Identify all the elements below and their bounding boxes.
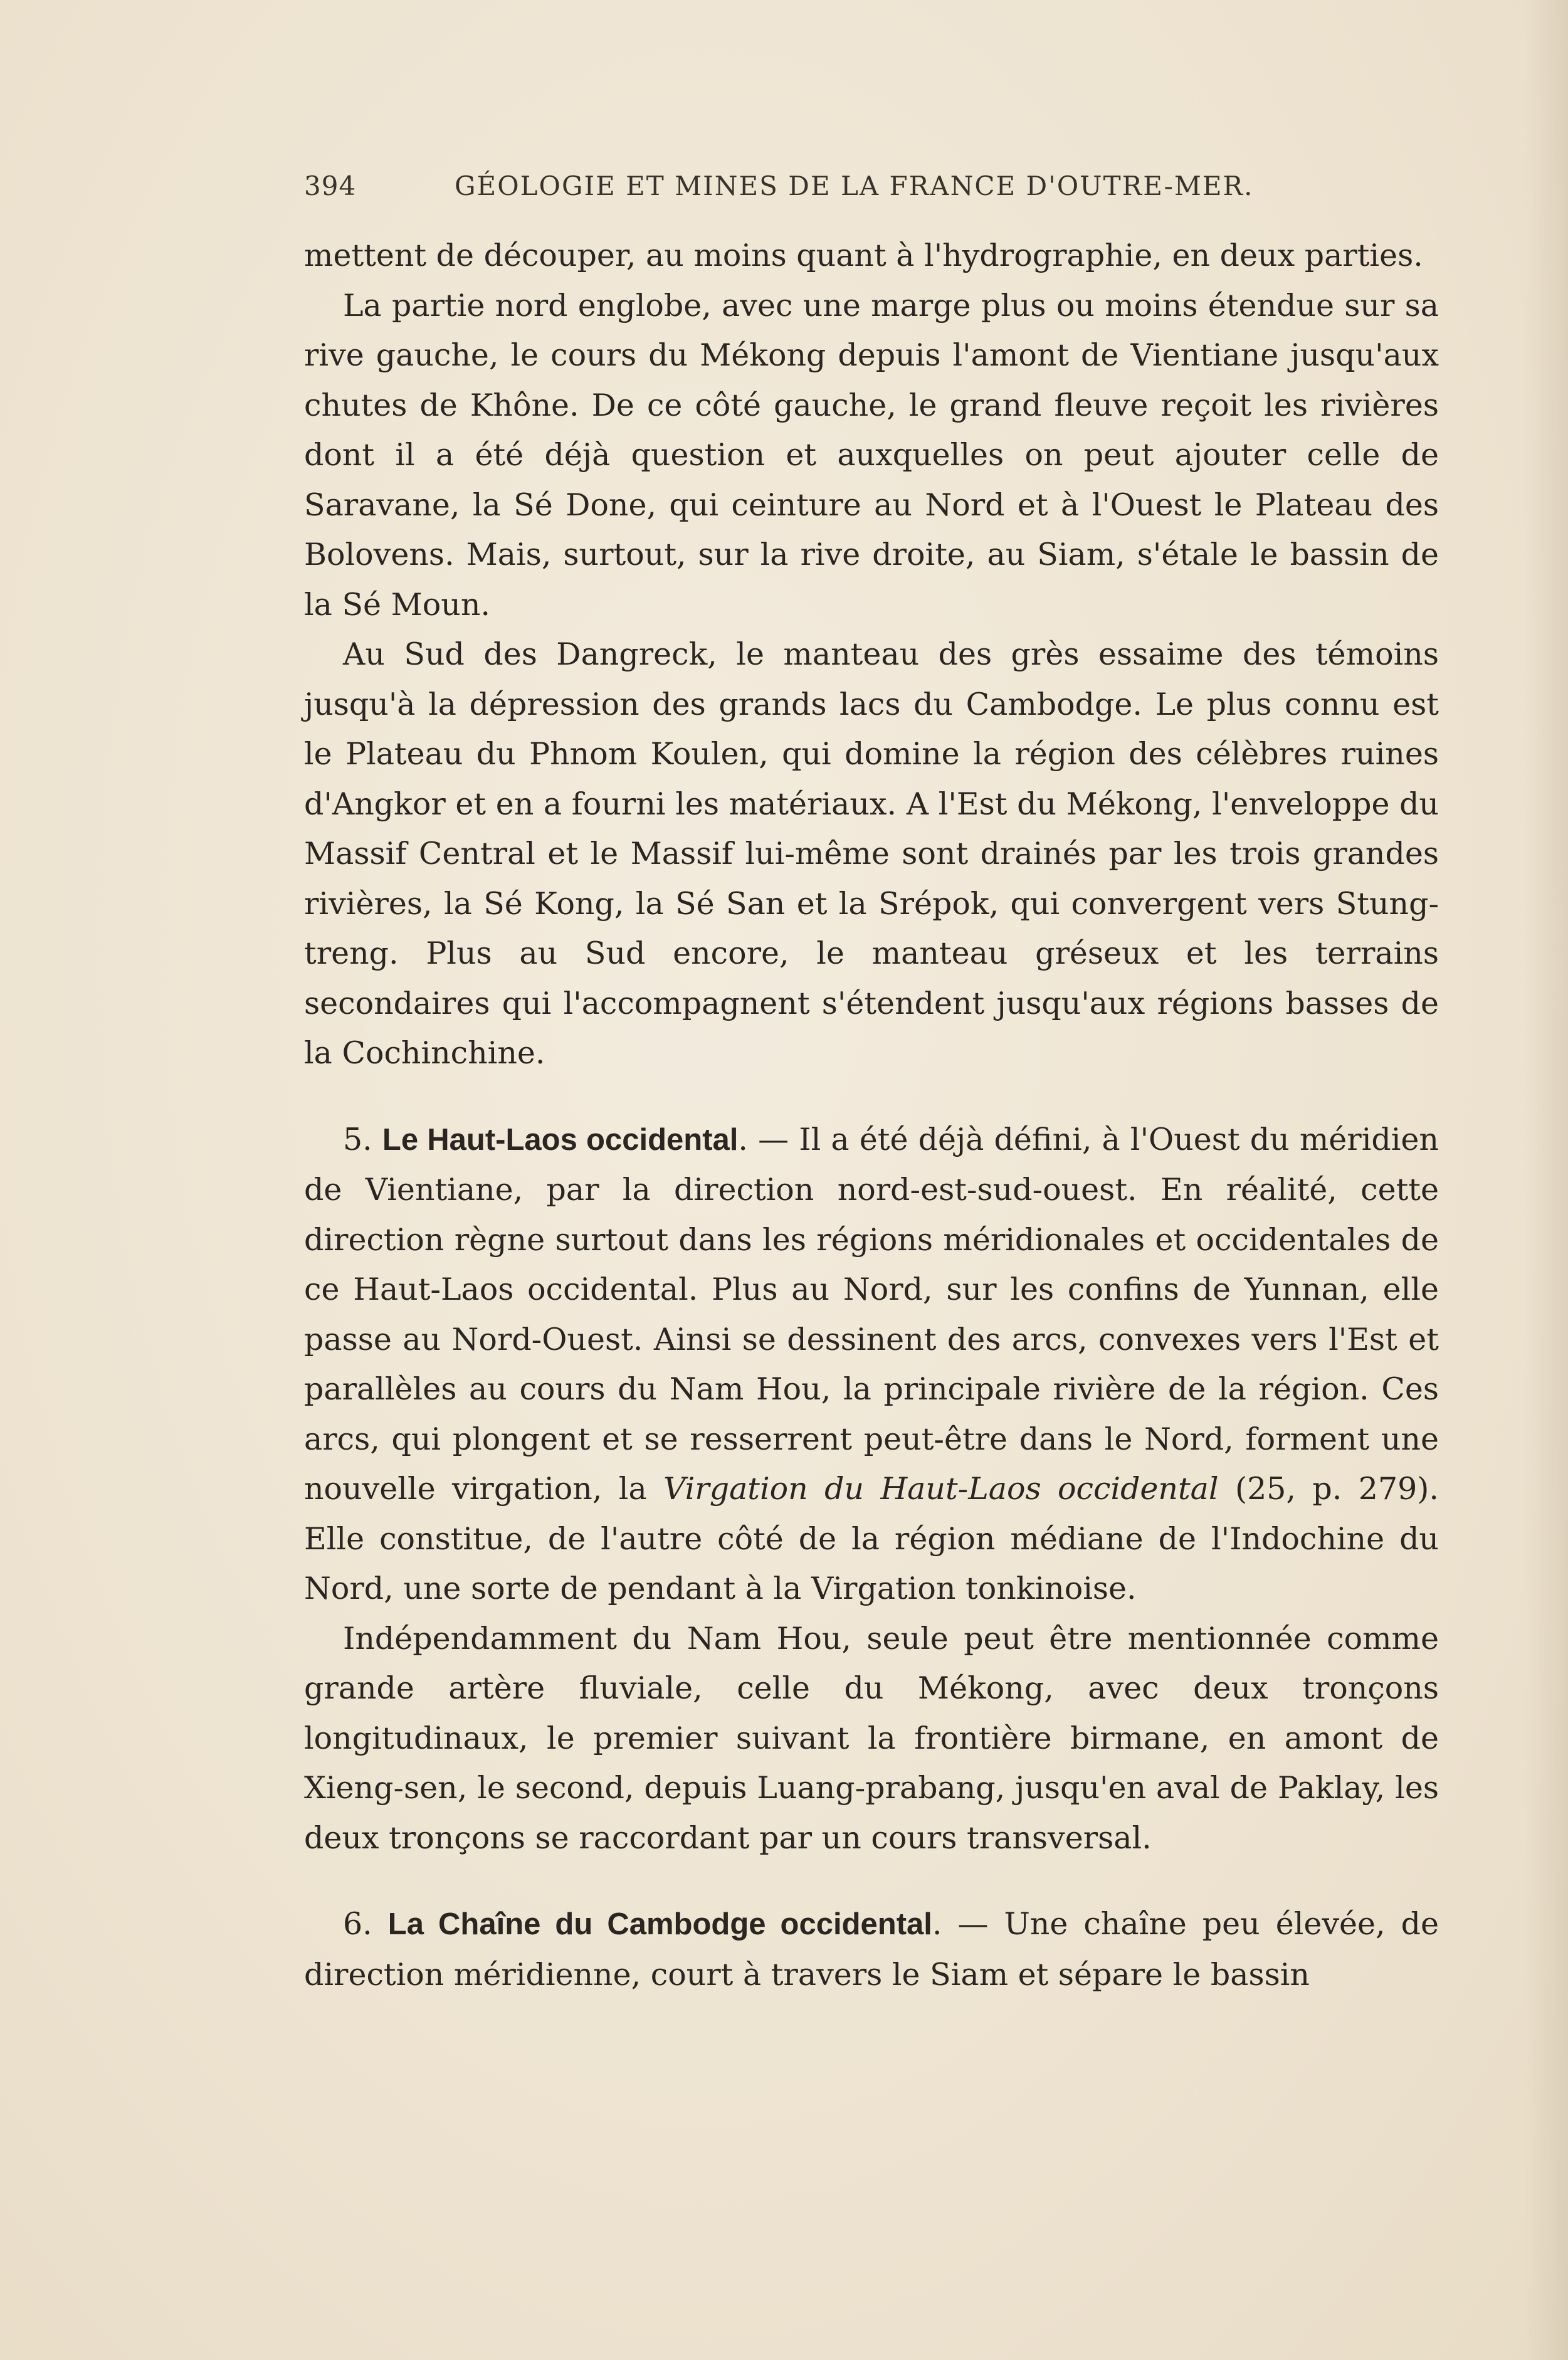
paragraph (304, 630, 1439, 1078)
paragraph (304, 1614, 1439, 1863)
paragraph-text: mettent de découper, au moins quant à l'hydrographie, en deux parties. (304, 238, 1423, 273)
page-edge-shadow (1524, 0, 1568, 2360)
page-number: 394 (304, 171, 357, 201)
section-number: 6. (343, 1906, 372, 1942)
section-number: 5. (343, 1121, 372, 1157)
section-6-paragraph (304, 1899, 1439, 1999)
italic-term: Virgation du Haut-Laos occidental (663, 1471, 1219, 1507)
section-title: Le Haut-Laos occidental (382, 1122, 739, 1157)
paragraph-text: La partie nord englobe, avec une marge plus ou moins étendue sur sa rive gauche, le cours du Mékong depuis l'amont de Vientiane jusqu'aux chutes de Khône. De ce côté gauche, le grand fleuve reçoit les rivières dont il a été déjà question et auxquelles on peut ajouter celle de Saravane, la Sé Done, qui ceinture au Nord et à l'Ouest le Plateau des Bolovens. Mais, surtout, sur la rive droite, au Siam, s'étale le bassin de la Sé Moun. (304, 287, 1439, 623)
running-title: GÉOLOGIE ET MINES DE LA FRANCE D'OUTRE-MER. (455, 171, 1254, 201)
paragraph-text: (25, p. 279). Elle constitue, de l'autre côté de la région médiane de l'Indochine du Nord, une sorte de pendant à la Virgation tonkinoise. (304, 1471, 1439, 1606)
section-title: La Chaîne du Cambodge occidental (387, 1907, 932, 1941)
paragraph (304, 281, 1439, 630)
section-5-paragraph (304, 1115, 1439, 1614)
paragraph-text: . — Une chaîne peu élevée, de direction méridienne, court à travers le Siam et sépare le bassin (304, 1906, 1439, 1993)
body-text (304, 231, 1439, 1999)
paragraph-text: Indépendamment du Nam Hou, seule peut être mentionnée comme grande artère fluviale, celle du Mékong, avec deux tronçons longitudinaux, le premier suivant la frontière birmane, en amont de Xieng-sen, le second, depuis Luang-prabang, jusqu'en aval de Paklay, les deux tronçons se raccordant par un cours transversal. (304, 1620, 1439, 1856)
paragraph-text: Au Sud des Dangreck, le manteau des grès essaime des témoins jusqu'à la dépression des grands lacs du Cambodge. Le plus connu est le Plateau du Phnom Koulen, qui domine la région des célèbres ruines d'Angkor et en a fourni les matériaux. A l'Est du Mékong, l'enveloppe du Massif Central et le Massif lui-même sont drainés par les trois grandes rivières, la Sé Kong, la Sé San et la Srépok, qui convergent vers Stung-treng. Plus au Sud encore, le manteau gréseux et les terrains secondaires qui l'accompagnent s'étendent jusqu'aux régions basses de la Cochinchine. (304, 636, 1439, 1071)
paragraph-text: . — Il a été déjà défini, à l'Ouest du méridien de Vientiane, par la direction nord-est-sud-ouest. En réalité, cette direction règne surtout dans les régions méridionales et occidentales de ce Haut-Laos occidental. Plus au Nord, sur les confins de Yunnan, elle passe au Nord-Ouest. Ainsi se dessinent des arcs, convexes vers l'Est et parallèles au cours du Nam Hou, la principale rivière de la région. Ces arcs, qui plongent et se resserrent peut-être dans le Nord, forment une nouvelle virgation, la (304, 1121, 1439, 1507)
paragraph-continuation (304, 231, 1439, 281)
running-header (304, 171, 1282, 201)
